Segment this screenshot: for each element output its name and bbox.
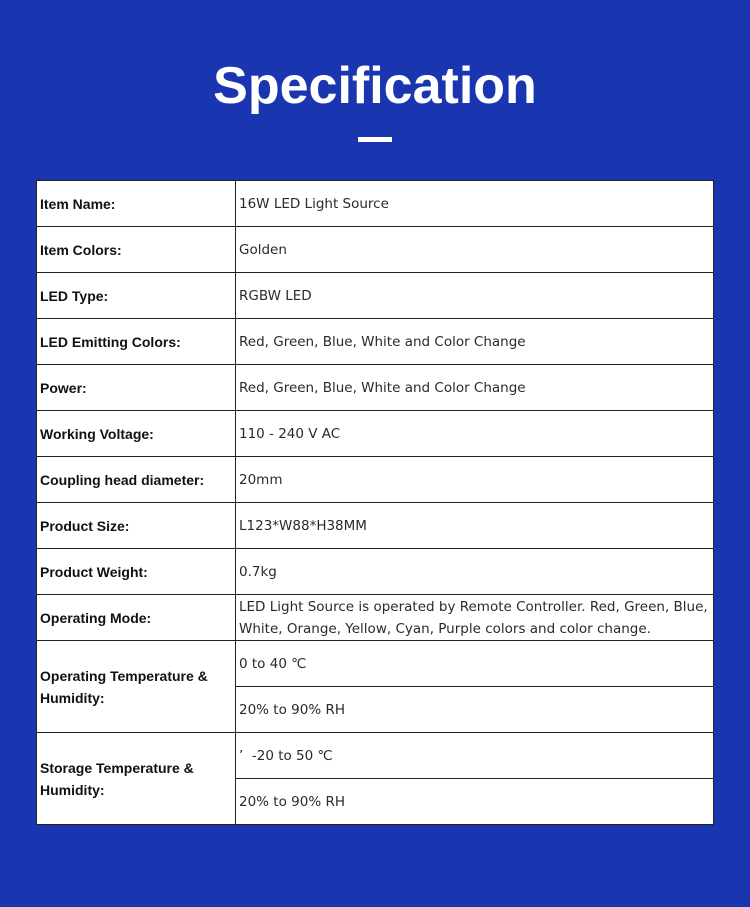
table-row xyxy=(37,733,714,779)
storage-temperature-value: ’ -20 to 50 ℃ xyxy=(236,733,714,779)
operating-temperature-value: 0 to 40 ℃ xyxy=(236,641,714,687)
page-title: Specification xyxy=(213,57,537,115)
table-row xyxy=(37,457,714,503)
row-label: Working Voltage: xyxy=(37,411,236,457)
row-label: LED Emitting Colors: xyxy=(37,319,236,365)
row-label: Item Name: xyxy=(37,181,236,227)
table-row xyxy=(37,503,714,549)
operating-humidity-value: 20% to 90% RH xyxy=(236,687,714,733)
row-value: Red, Green, Blue, White and Color Change xyxy=(236,319,714,365)
row-value: Golden xyxy=(236,227,714,273)
row-value: 20mm xyxy=(236,457,714,503)
row-label: Product Size: xyxy=(37,503,236,549)
row-value: 0.7kg xyxy=(236,549,714,595)
table-row xyxy=(37,273,714,319)
storage-humidity-value: 20% to 90% RH xyxy=(236,779,714,825)
row-label: Product Weight: xyxy=(37,549,236,595)
row-value: LED Light Source is operated by Remote Controller. Red, Green, Blue, White, Orange, Yellow, Cyan, Purple colors and color change. xyxy=(236,595,714,641)
title-underline xyxy=(358,137,392,142)
row-label: Item Colors: xyxy=(37,227,236,273)
table-row xyxy=(37,549,714,595)
row-value: 16W LED Light Source xyxy=(236,181,714,227)
table-row xyxy=(37,365,714,411)
table-row xyxy=(37,319,714,365)
row-value: 110 - 240 V AC xyxy=(236,411,714,457)
table-row xyxy=(37,411,714,457)
row-label: Operating Mode: xyxy=(37,595,236,641)
row-value: Red, Green, Blue, White and Color Change xyxy=(236,365,714,411)
operating-temperature-label: Operating Temperature & Humidity: xyxy=(37,641,236,733)
row-value: L123*W88*H38MM xyxy=(236,503,714,549)
table-row xyxy=(37,595,714,641)
table-row xyxy=(37,227,714,273)
storage-temperature-label: Storage Temperature & Humidity: xyxy=(37,733,236,825)
specification-table xyxy=(36,180,714,825)
table-row xyxy=(37,641,714,687)
table-row xyxy=(37,181,714,227)
row-label: LED Type: xyxy=(37,273,236,319)
row-value: RGBW LED xyxy=(236,273,714,319)
row-label: Coupling head diameter: xyxy=(37,457,236,503)
row-label: Power: xyxy=(37,365,236,411)
